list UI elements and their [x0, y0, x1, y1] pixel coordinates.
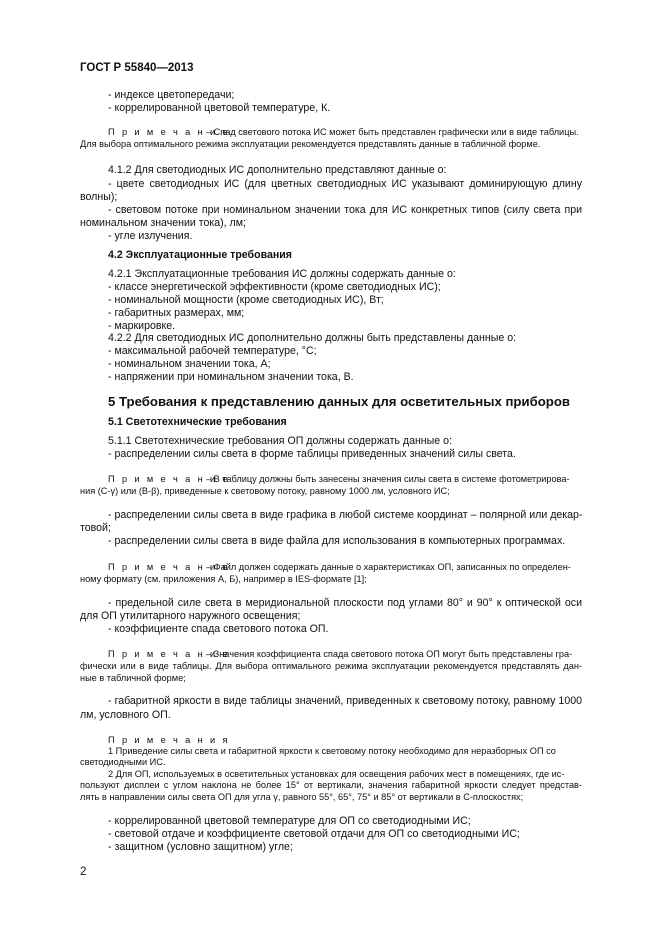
note-label: П р и м е ч а н и е	[108, 474, 231, 484]
text-line: - распределении силы света в виде графика в любой системе координат – полярной или декар-	[108, 509, 583, 521]
page-number: 2	[80, 866, 87, 878]
chapter-heading: 5 Требования к представлению данных для осветительных приборов	[108, 394, 571, 409]
text-line: - световом потоке при номинальном значении тока для ИС конкретных типов (силу света при	[108, 204, 582, 216]
text-line: - классе энергетической эффективности (кроме светодиодных ИС);	[108, 281, 441, 293]
text-line: 4.2.2 Для светодиодных ИС дополнительно должны быть представлены данные о:	[108, 332, 517, 344]
text-line: - индексе цветопередачи;	[108, 89, 235, 101]
section-heading: 5.1 Светотехнические требования	[108, 416, 287, 428]
text-line: ния (С-γ) или (В-β), приведенные к световому потоку, равному 1000 лм, условного ИС;	[80, 486, 450, 496]
text-line: 5.1.1 Светотехнические требования ОП должны содержать данные о:	[108, 435, 452, 447]
text-line: 2 Для ОП, используемых в осветительных установках для освещения рабочих мест в помещениях, где ис-	[108, 769, 565, 779]
note-label: П р и м е ч а н и е	[108, 649, 231, 659]
text-line: – Значения коэффициента спада светового потока ОП могут быть представлены гра-	[206, 649, 573, 659]
text-line: товой;	[80, 522, 111, 534]
notes-label: П р и м е ч а н и я	[108, 735, 230, 745]
text-line: - напряжении при номинальном значении тока, В.	[108, 371, 354, 383]
text-line: - маркировке.	[108, 320, 176, 332]
text-line: ному формату (см. приложения А, Б), например в IES-формате [1];	[80, 574, 367, 584]
text-line: фически или в виде таблицы. Для выбора оптимального режима эксплуатации рекомендуется представлять дан-	[80, 661, 582, 671]
text-line: номинальном значении тока), лм;	[80, 217, 246, 229]
text-line: - цвете светодиодных ИС (для цветных светодиодных ИС указывают доминирующую длину	[108, 178, 582, 190]
text-line: - коэффициенте спада светового потока ОП.	[108, 623, 329, 635]
text-line: - предельной силе света в меридиональной плоскости под углами 80° и 90° к оптической оси	[108, 597, 582, 609]
text-line: - распределении силы света в форме таблицы приведенных значений силы света.	[108, 448, 516, 460]
note-label: П р и м е ч а н и е	[108, 562, 231, 572]
text-line: - габаритных размерах, мм;	[108, 307, 245, 319]
section-heading: 4.2 Эксплуатационные требования	[108, 249, 292, 261]
text-line: ные в табличной форме;	[80, 673, 186, 683]
text-line: светодиодными ИС.	[80, 757, 166, 767]
text-line: - номинальном значении тока, А;	[108, 358, 271, 370]
text-line: – Спад светового потока ИС может быть представлен графически или в виде таблицы.	[206, 127, 579, 137]
text-line: 1 Приведение силы света и габаритной яркости к световому потоку необходимо для неразборных ОП со	[108, 746, 556, 756]
text-line: для ОП утилитарного наружного освещения;	[80, 610, 301, 622]
document-header: ГОСТ Р 55840—2013	[80, 62, 194, 74]
text-line: - габаритной яркости в виде таблицы значений, приведенных к световому потоку, равному 1000	[108, 695, 582, 707]
text-line: - номинальной мощности (кроме светодиодных ИС), Вт;	[108, 294, 384, 306]
text-line: лм, условного ОП.	[80, 709, 171, 721]
text-line: волны);	[80, 191, 118, 203]
text-line: - световой отдаче и коэффициенте световой отдачи для ОП со светодиодными ИС;	[108, 828, 520, 840]
text-line: лять в направлении силы света ОП для угла γ, равного 55°, 65°, 75° и 85° от вертикали в С-плоскостях;	[80, 792, 524, 802]
text-line: – В таблицу должны быть занесены значения силы света в системе фотометрирова-	[206, 474, 570, 484]
text-line: - угле излучения.	[108, 230, 193, 242]
text-line: 4.2.1 Эксплуатационные требования ИС должны содержать данные о:	[108, 268, 456, 280]
note-label: П р и м е ч а н и е	[108, 127, 231, 137]
text-line: пользуют дисплеи с углом наклона не более 15° от вертикали, значения габаритной яркости следует представ-	[80, 780, 582, 790]
text-line: - коррелированной цветовой температуре, К.	[108, 102, 331, 114]
text-line: - защитном (условно защитном) угле;	[108, 841, 293, 853]
text-line: Для выбора оптимального режима эксплуатации рекомендуется представлять данные в табличной форме.	[80, 139, 541, 149]
text-line: – Файл должен содержать данные о характеристиках ОП, записанных по определен-	[206, 562, 571, 572]
text-line: - максимальной рабочей температуре, °С;	[108, 345, 317, 357]
text-line: 4.1.2 Для светодиодных ИС дополнительно представляют данные о:	[108, 164, 447, 176]
text-line: - коррелированной цветовой температуре для ОП со светодиодными ИС;	[108, 815, 471, 827]
text-line: - распределении силы света в виде файла для использования в компьютерных программах.	[108, 535, 566, 547]
